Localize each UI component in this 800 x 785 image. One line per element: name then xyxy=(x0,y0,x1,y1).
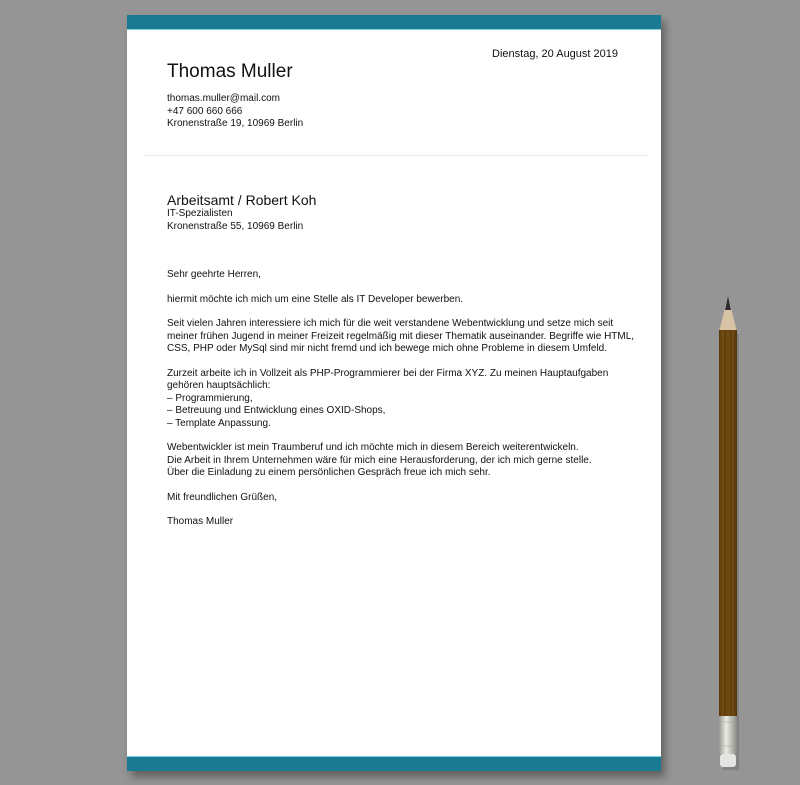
paragraph-current-job xyxy=(167,368,634,431)
text-line: CSS, PHP oder MySql sind mir nicht fremd und ich bewege mich ohne Probleme in diesem Umfeld. xyxy=(167,343,608,354)
pencil-icon xyxy=(717,294,739,770)
sender-email: thomas.muller@mail.com xyxy=(167,93,280,104)
list-item: – Template Anpassung. xyxy=(167,417,271,429)
text-line: Die Arbeit in Ihrem Unternehmen wäre für mich eine Herausforderung, der ich mich gerne stelle. xyxy=(167,454,592,466)
text-line: Zurzeit arbeite ich in Vollzeit als PHP-Programmierer bei der Firma XYZ. Zu meinen Hauptaufgaben xyxy=(167,367,609,379)
sender-contact xyxy=(167,93,303,131)
recipient-name: Arbeitsamt / Robert Koh xyxy=(167,192,317,208)
list-item: – Betreuung und Entwicklung eines OXID-Shops, xyxy=(167,405,386,416)
letter-body xyxy=(167,269,634,541)
header-divider xyxy=(144,155,648,156)
list-item: – Programmierung, xyxy=(167,392,253,404)
signature: Thomas Muller xyxy=(167,516,234,527)
sender-address: Kronenstraße 19, 10969 Berlin xyxy=(167,118,304,129)
closing: Mit freundlichen Grüßen, xyxy=(167,491,278,503)
sender-phone: +47 600 660 666 xyxy=(167,105,243,117)
salutation: Sehr geehrte Herren, xyxy=(167,269,261,280)
recipient-department: IT-Spezialisten xyxy=(167,208,233,219)
top-accent-bar xyxy=(127,15,661,30)
intro-paragraph: hiermit möchte ich mich um eine Stelle als IT Developer bewerben. xyxy=(167,293,464,305)
text-line: Webentwickler ist mein Traumberuf und ich möchte mich in diesem Bereich weiterentwickeln. xyxy=(167,442,579,453)
text-line: Über die Einladung zu einem persönlichen Gespräch freue ich mich sehr. xyxy=(167,467,491,478)
recipient-details xyxy=(167,208,303,233)
paragraph-motivation xyxy=(167,442,634,480)
text-line: meiner frühen Jugend in meiner Freizeit regelmäßig mit dieser Thematik auseinander. Begriffe wie HTML, xyxy=(167,330,635,342)
recipient-address: Kronenstraße 55, 10969 Berlin xyxy=(167,220,304,232)
text-line: gehören hauptsächlich: xyxy=(167,380,271,391)
letter-date: Dienstag, 20 August 2019 xyxy=(492,48,618,60)
paragraph-interest xyxy=(167,318,634,356)
bottom-accent-bar xyxy=(127,756,661,771)
letter-page xyxy=(127,15,661,771)
text-line: Seit vielen Jahren interessiere ich mich für die weit verstandene Webentwicklung und setze mich seit xyxy=(167,318,614,329)
sender-name: Thomas Muller xyxy=(167,61,293,82)
